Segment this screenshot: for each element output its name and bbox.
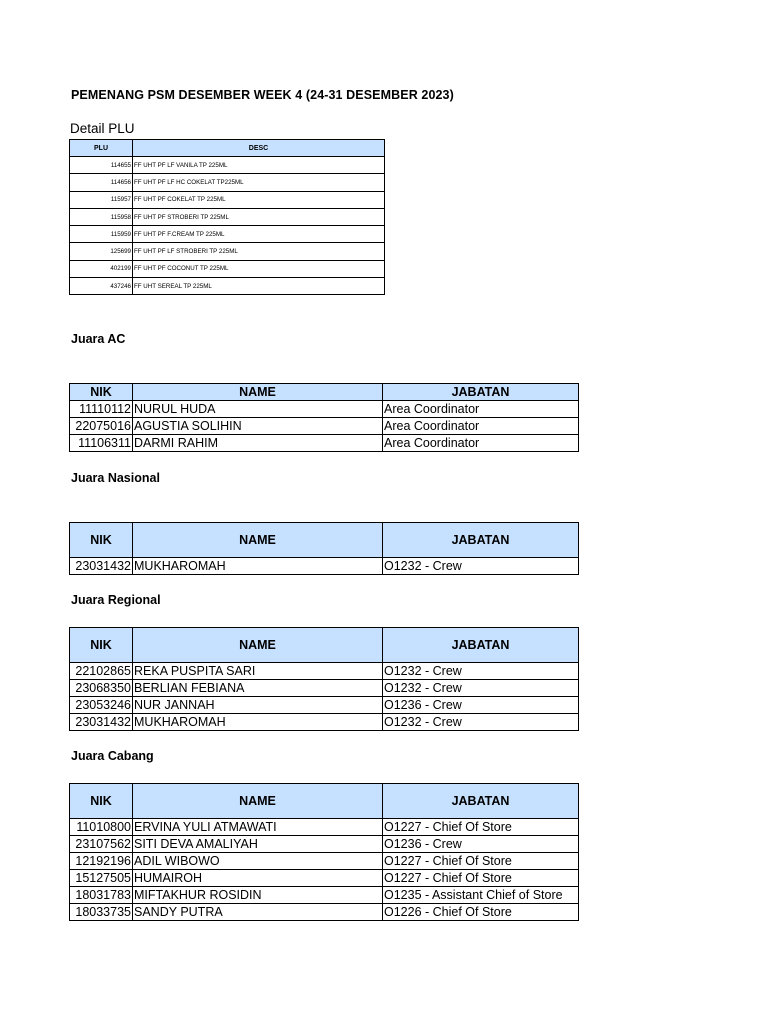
header-row bbox=[70, 384, 579, 401]
plu-cell: 125699 bbox=[70, 243, 133, 260]
jabatan-cell: O1236 - Crew bbox=[383, 836, 579, 853]
table-row bbox=[70, 663, 579, 680]
plu-table bbox=[69, 139, 385, 295]
column-header-desc: DESC bbox=[133, 140, 385, 157]
header-row bbox=[70, 784, 579, 819]
jabatan-cell: O1227 - Chief Of Store bbox=[383, 819, 579, 836]
plu-cell: 115958 bbox=[70, 208, 133, 225]
column-header-nik: NIK bbox=[70, 523, 133, 558]
desc-cell: FF UHT SEREAL TP 225ML bbox=[133, 278, 385, 295]
name-cell: MUKHAROMAH bbox=[133, 558, 383, 575]
plu-cell: 115959 bbox=[70, 226, 133, 243]
juara-nasional-table bbox=[69, 522, 579, 575]
name-cell: HUMAIROH bbox=[133, 870, 383, 887]
column-header-name: NAME bbox=[133, 523, 383, 558]
table-row bbox=[70, 191, 385, 208]
table-row bbox=[70, 853, 579, 870]
jabatan-cell: O1226 - Chief Of Store bbox=[383, 904, 579, 921]
jabatan-cell: O1232 - Crew bbox=[383, 558, 579, 575]
table-row bbox=[70, 226, 385, 243]
jabatan-cell: Area Coordinator bbox=[383, 401, 579, 418]
nik-cell: 23031432 bbox=[70, 714, 133, 731]
section-heading-juara-ac: Juara AC bbox=[71, 332, 126, 346]
plu-section-heading: Detail PLU bbox=[70, 121, 135, 136]
table-row bbox=[70, 278, 385, 295]
jabatan-cell: O1232 - Crew bbox=[383, 663, 579, 680]
column-header-jabatan: JABATAN bbox=[383, 523, 579, 558]
column-header-name: NAME bbox=[133, 784, 383, 819]
table-row bbox=[70, 887, 579, 904]
table-row bbox=[70, 870, 579, 887]
nik-cell: 11106311 bbox=[70, 435, 133, 452]
plu-cell: 114655 bbox=[70, 157, 133, 174]
table-row bbox=[70, 401, 579, 418]
column-header-plu: PLU bbox=[70, 140, 133, 157]
table-row bbox=[70, 904, 579, 921]
table-row bbox=[70, 680, 579, 697]
desc-cell: FF UHT PF STROBERI TP 225ML bbox=[133, 208, 385, 225]
column-header-jabatan: JABATAN bbox=[383, 628, 579, 663]
column-header-nik: NIK bbox=[70, 628, 133, 663]
juara-cabang-table bbox=[69, 783, 579, 921]
nik-cell: 22075016 bbox=[70, 418, 133, 435]
desc-cell: FF UHT PF COKELAT TP 225ML bbox=[133, 191, 385, 208]
table-row bbox=[70, 418, 579, 435]
table-row bbox=[70, 714, 579, 731]
nik-cell: 12192196 bbox=[70, 853, 133, 870]
jabatan-cell: O1232 - Crew bbox=[383, 680, 579, 697]
column-header-jabatan: JABATAN bbox=[383, 784, 579, 819]
table-row bbox=[70, 819, 579, 836]
column-header-nik: NIK bbox=[70, 384, 133, 401]
juara-regional-table bbox=[69, 627, 579, 731]
header-row bbox=[70, 523, 579, 558]
name-cell: REKA PUSPITA SARI bbox=[133, 663, 383, 680]
table-row bbox=[70, 157, 385, 174]
name-cell: BERLIAN FEBIANA bbox=[133, 680, 383, 697]
desc-cell: FF UHT PF F.CREAM TP 225ML bbox=[133, 226, 385, 243]
name-cell: SITI DEVA AMALIYAH bbox=[133, 836, 383, 853]
juara-ac-table bbox=[69, 383, 579, 452]
table-row bbox=[70, 435, 579, 452]
column-header-name: NAME bbox=[133, 384, 383, 401]
plu-cell: 115957 bbox=[70, 191, 133, 208]
table-row bbox=[70, 174, 385, 191]
plu-cell: 402199 bbox=[70, 260, 133, 277]
column-header-name: NAME bbox=[133, 628, 383, 663]
jabatan-cell: Area Coordinator bbox=[383, 418, 579, 435]
table-row bbox=[70, 243, 385, 260]
plu-cell: 114656 bbox=[70, 174, 133, 191]
jabatan-cell: O1232 - Crew bbox=[383, 714, 579, 731]
section-heading-juara-regional: Juara Regional bbox=[71, 593, 161, 607]
nik-cell: 23053246 bbox=[70, 697, 133, 714]
section-heading-juara-nasional: Juara Nasional bbox=[71, 471, 160, 485]
name-cell: DARMI RAHIM bbox=[133, 435, 383, 452]
jabatan-cell: O1227 - Chief Of Store bbox=[383, 853, 579, 870]
column-header-jabatan: JABATAN bbox=[383, 384, 579, 401]
table-row bbox=[70, 260, 385, 277]
table-row bbox=[70, 558, 579, 575]
nik-cell: 15127505 bbox=[70, 870, 133, 887]
desc-cell: FF UHT PF COCONUT TP 225ML bbox=[133, 260, 385, 277]
name-cell: SANDY PUTRA bbox=[133, 904, 383, 921]
jabatan-cell: Area Coordinator bbox=[383, 435, 579, 452]
plu-header-row bbox=[70, 140, 385, 157]
name-cell: ADIL WIBOWO bbox=[133, 853, 383, 870]
jabatan-cell: O1227 - Chief Of Store bbox=[383, 870, 579, 887]
name-cell: ERVINA YULI ATMAWATI bbox=[133, 819, 383, 836]
name-cell: AGUSTIA SOLIHIN bbox=[133, 418, 383, 435]
name-cell: NURUL HUDA bbox=[133, 401, 383, 418]
table-row bbox=[70, 208, 385, 225]
nik-cell: 18031783 bbox=[70, 887, 133, 904]
nik-cell: 23031432 bbox=[70, 558, 133, 575]
nik-cell: 23068350 bbox=[70, 680, 133, 697]
nik-cell: 11110112 bbox=[70, 401, 133, 418]
jabatan-cell: O1236 - Crew bbox=[383, 697, 579, 714]
name-cell: MIFTAKHUR ROSIDIN bbox=[133, 887, 383, 904]
name-cell: MUKHAROMAH bbox=[133, 714, 383, 731]
desc-cell: FF UHT PF LF STROBERI TP 225ML bbox=[133, 243, 385, 260]
name-cell: NUR JANNAH bbox=[133, 697, 383, 714]
desc-cell: FF UHT PF LF VANILA TP 225ML bbox=[133, 157, 385, 174]
nik-cell: 18033735 bbox=[70, 904, 133, 921]
jabatan-cell: O1235 - Assistant Chief of Store bbox=[383, 887, 579, 904]
table-row bbox=[70, 697, 579, 714]
table-row bbox=[70, 836, 579, 853]
column-header-nik: NIK bbox=[70, 784, 133, 819]
document-title: PEMENANG PSM DESEMBER WEEK 4 (24-31 DESEMBER 2023) bbox=[71, 88, 454, 102]
header-row bbox=[70, 628, 579, 663]
plu-cell: 437246 bbox=[70, 278, 133, 295]
nik-cell: 23107562 bbox=[70, 836, 133, 853]
nik-cell: 11010800 bbox=[70, 819, 133, 836]
section-heading-juara-cabang: Juara Cabang bbox=[71, 749, 154, 763]
nik-cell: 22102865 bbox=[70, 663, 133, 680]
desc-cell: FF UHT PF LF HC COKELAT TP225ML bbox=[133, 174, 385, 191]
